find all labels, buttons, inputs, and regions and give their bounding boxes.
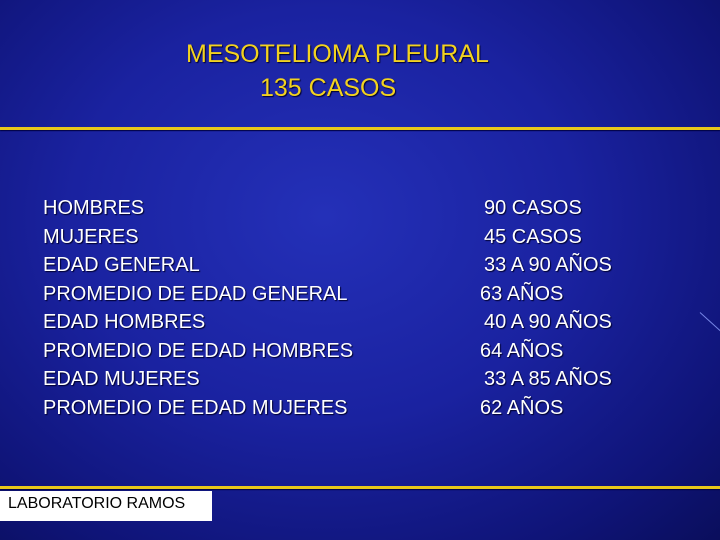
values-column: [480, 194, 612, 422]
label-hombres: HOMBRES: [43, 197, 145, 219]
value-mujeres: 45 CASOS: [484, 225, 582, 248]
value-promedio-edad-hombres: 64 AÑOS: [480, 339, 564, 362]
top-divider: [0, 127, 720, 130]
label-mujeres: MUJERES: [43, 225, 139, 248]
title-line-1: MESOTELIOMA PLEURAL: [186, 40, 489, 68]
value-promedio-edad-general: 63 AÑOS: [480, 282, 564, 305]
bottom-divider: [0, 486, 720, 489]
value-promedio-edad-mujeres: 62 AÑOS: [480, 396, 564, 419]
label-edad-hombres: EDAD HOMBRES: [43, 311, 206, 333]
title-line-2: 135 CASOS: [260, 74, 397, 102]
label-edad-general: EDAD GENERAL: [43, 254, 200, 276]
value-edad-hombres: 40 A 90 AÑOS: [484, 311, 612, 333]
footer-label: LABORATORIO RAMOS: [0, 491, 212, 521]
label-promedio-edad-general: PROMEDIO DE EDAD GENERAL: [43, 282, 348, 305]
value-edad-general: 33 A 90 AÑOS: [484, 254, 612, 276]
value-hombres: 90 CASOS: [484, 197, 582, 219]
label-promedio-edad-mujeres: PROMEDIO DE EDAD MUJERES: [43, 396, 348, 419]
decorative-line: [700, 312, 720, 333]
labels-column: [43, 194, 353, 422]
label-promedio-edad-hombres: PROMEDIO DE EDAD HOMBRES: [43, 339, 354, 362]
value-edad-mujeres: 33 A 85 AÑOS: [484, 368, 612, 390]
label-edad-mujeres: EDAD MUJERES: [43, 368, 200, 390]
